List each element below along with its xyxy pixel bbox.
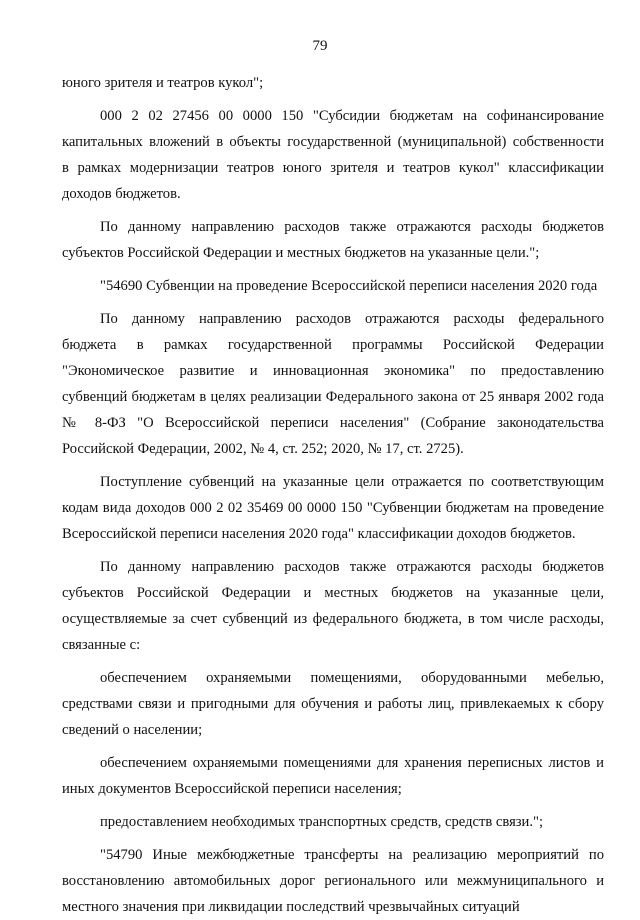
text-line: иных документов Всероссийской переписи населения;	[62, 781, 402, 797]
text-line: 000 2 02 27456 00 0000 150 "Субсидии бюджетам на софинансирование	[100, 108, 604, 124]
text-line: предоставлением необходимых транспортных средств, средств связи.";	[100, 814, 544, 830]
text-line: кодам вида доходов 000 2 02 35469 00 0000 150 "Субвенции бюджетам на проведение	[62, 500, 604, 516]
text-line: субвенций бюджетам в целях реализации Федерального закона от 25 января 2002 года	[62, 389, 604, 405]
text-line: капитальных вложений в объекты государственной (муниципальной) собственности	[62, 134, 604, 150]
text-line: "54790 Иные межбюджетные трансферты на реализацию мероприятий по	[100, 847, 604, 863]
paragraph	[62, 469, 604, 547]
paragraph	[62, 70, 604, 96]
text-line: сведений о населении;	[62, 722, 203, 738]
paragraph	[62, 665, 604, 743]
text-line: По данному направлению расходов также отражаются расходы бюджетов	[100, 219, 604, 235]
text-line: средствами связи и пригодными для обучения и работы лиц, привлекаемых к сбору	[62, 696, 604, 712]
text-line: связанные с:	[62, 637, 141, 653]
text-line: доходов бюджетов.	[62, 186, 181, 202]
text-line: "54690 Субвенции на проведение Всероссийской переписи населения 2020 года	[100, 278, 598, 294]
paragraph	[62, 554, 604, 658]
page-number: 79	[312, 38, 328, 54]
paragraph	[62, 809, 604, 835]
paragraph	[62, 103, 604, 207]
text-line: "Экономическое развитие и инновационная экономика" по предоставлению	[62, 363, 604, 379]
text-line: восстановлению автомобильных дорог регионального или межмуниципального и	[62, 873, 604, 889]
document-body	[62, 70, 604, 920]
paragraph	[62, 214, 604, 266]
paragraph	[62, 306, 604, 462]
text-line: Российской Федерации, 2002, № 4, ст. 252; 2020, № 17, ст. 2725).	[62, 441, 464, 457]
paragraph	[62, 842, 604, 920]
text-line: Поступление субвенций на указанные цели отражается по соответствующим	[100, 474, 604, 490]
text-line: юного зрителя и театров кукол";	[62, 75, 264, 91]
text-line: бюджета в рамках государственной программы Российской Федерации	[62, 337, 604, 353]
paragraph	[62, 750, 604, 802]
text-line: в рамках модернизации театров юного зрителя и театров кукол" классификации	[62, 160, 604, 176]
text-line: Всероссийской переписи населения 2020 года" классификации доходов бюджетов.	[62, 526, 576, 542]
text-line: По данному направлению расходов отражаются расходы федерального	[100, 311, 604, 327]
text-line: обеспечением охраняемыми помещениями, оборудованными мебелью,	[100, 670, 604, 686]
text-line: осуществляемые за счет субвенций из федерального бюджета, в том числе расходы,	[62, 611, 604, 627]
text-line: По данному направлению расходов также отражаются расходы бюджетов	[100, 559, 604, 575]
paragraph	[62, 273, 604, 299]
text-line: местного значения при ликвидации последствий чрезвычайных ситуаций	[62, 899, 520, 915]
text-line: № 8-ФЗ "О Всероссийской переписи населения" (Собрание законодательства	[62, 415, 604, 431]
text-line: обеспечением охраняемыми помещениями для хранения переписных листов и	[100, 755, 604, 771]
text-line: субъектов Российской Федерации и местных бюджетов на указанные цели,	[62, 585, 604, 601]
text-line: субъектов Российской Федерации и местных бюджетов на указанные цели.";	[62, 245, 540, 261]
